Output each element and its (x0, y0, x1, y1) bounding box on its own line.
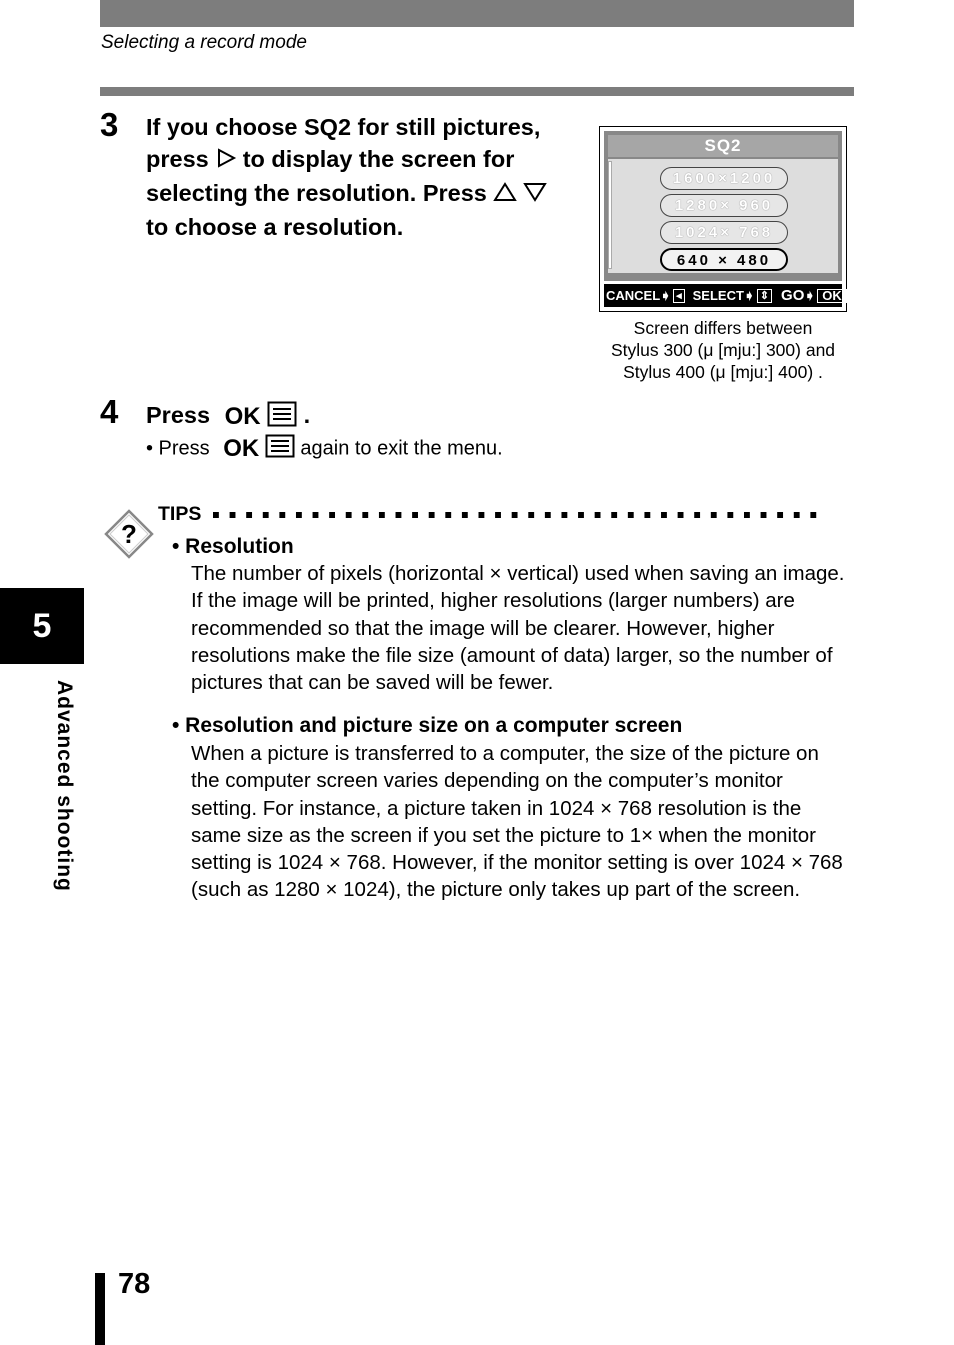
header-rule (100, 87, 854, 96)
ok-key-icon: OK (817, 289, 847, 303)
down-arrow-icon (523, 179, 547, 211)
step-3-line-4: to choose a resolution. (146, 213, 404, 240)
screen-caption: Screen differs between Stylus 300 (μ [mju:] 300) and Stylus 400 (μ [mju:] 400) . (610, 318, 836, 382)
ok-button-icon: OK (223, 435, 260, 462)
tip-heading: • Resolution and picture size on a computer screen (172, 714, 683, 737)
step-4-number: 4 (100, 393, 119, 430)
resolution-option-selected: 640 × 480 (660, 248, 788, 271)
camera-menu-panel (604, 131, 842, 281)
right-arrow-icon (215, 145, 237, 177)
step-4-instruction: Press OK . (146, 401, 310, 433)
resolution-option: 1024× 768 (660, 221, 788, 244)
arrow-right-icon: ➧ (660, 288, 672, 303)
menu-icon (267, 401, 297, 433)
resolution-option: 1600×1200 (660, 167, 788, 190)
page-number-bar (95, 1273, 105, 1345)
step-3-line-1: If you choose SQ2 for still pictures, (146, 114, 541, 140)
header-bar (100, 0, 854, 27)
camera-menu-title: SQ2 (608, 135, 838, 157)
tip-heading: • Resolution (172, 535, 294, 558)
cancel-label: CANCEL (606, 288, 661, 303)
chapter-tab: 5 (0, 588, 84, 664)
resolution-list (608, 159, 838, 273)
left-key-icon: ◂ (673, 289, 685, 303)
chapter-label: Advanced shooting (53, 680, 76, 892)
tips-label: TIPS (158, 503, 202, 525)
step-3-line-2: press to display the screen for (146, 143, 591, 177)
go-label: GO (781, 287, 805, 304)
camera-screen (599, 126, 847, 312)
scrollbar (608, 161, 612, 269)
arrow-right-icon: ➧ (743, 288, 755, 303)
step-3-line-3: selecting the resolution. Press (146, 177, 591, 211)
tip-body: The number of pixels (horizontal × vertical) used when saving an image. If the image will be printed, higher resolutions (larger numbers) are recommended so that the image will be clearer. However, higher resolutions make the file size (amount of data) larger, so the number of pictures that can be saved will be fewer. (191, 562, 845, 695)
menu-icon (265, 434, 295, 464)
section-title: Selecting a record mode (101, 32, 307, 53)
up-arrow-icon (493, 179, 517, 211)
step-3-number: 3 (100, 106, 119, 143)
step-4-note: • Press OK again to exit the menu. (146, 435, 503, 462)
tip-body: When a picture is transferred to a computer, the size of the picture on the computer screen varies depending on the computer’s monitor setting. For instance, a picture taken in 1024 × 768 resolution is the same size as the screen if you set the picture to 1× when the monitor setting is 1024 × 768. However, if the monitor setting is over 1024 × 768 (such as 1280 × 1024), the picture only takes up part of the screen. (191, 742, 843, 902)
up-down-key-icon: ⇕ (757, 289, 772, 303)
camera-button-bar (604, 284, 842, 307)
tips-dotted-rule (213, 512, 823, 518)
question-mark-icon (104, 509, 154, 564)
ok-button-icon: OK (224, 403, 261, 430)
arrow-right-icon: ➧ (804, 288, 816, 303)
select-label: SELECT (692, 288, 744, 303)
page-number: 78 (118, 1268, 151, 1300)
svg-text:?: ? (121, 519, 137, 549)
resolution-option: 1280× 960 (660, 194, 788, 217)
step-3-instruction (146, 111, 591, 243)
